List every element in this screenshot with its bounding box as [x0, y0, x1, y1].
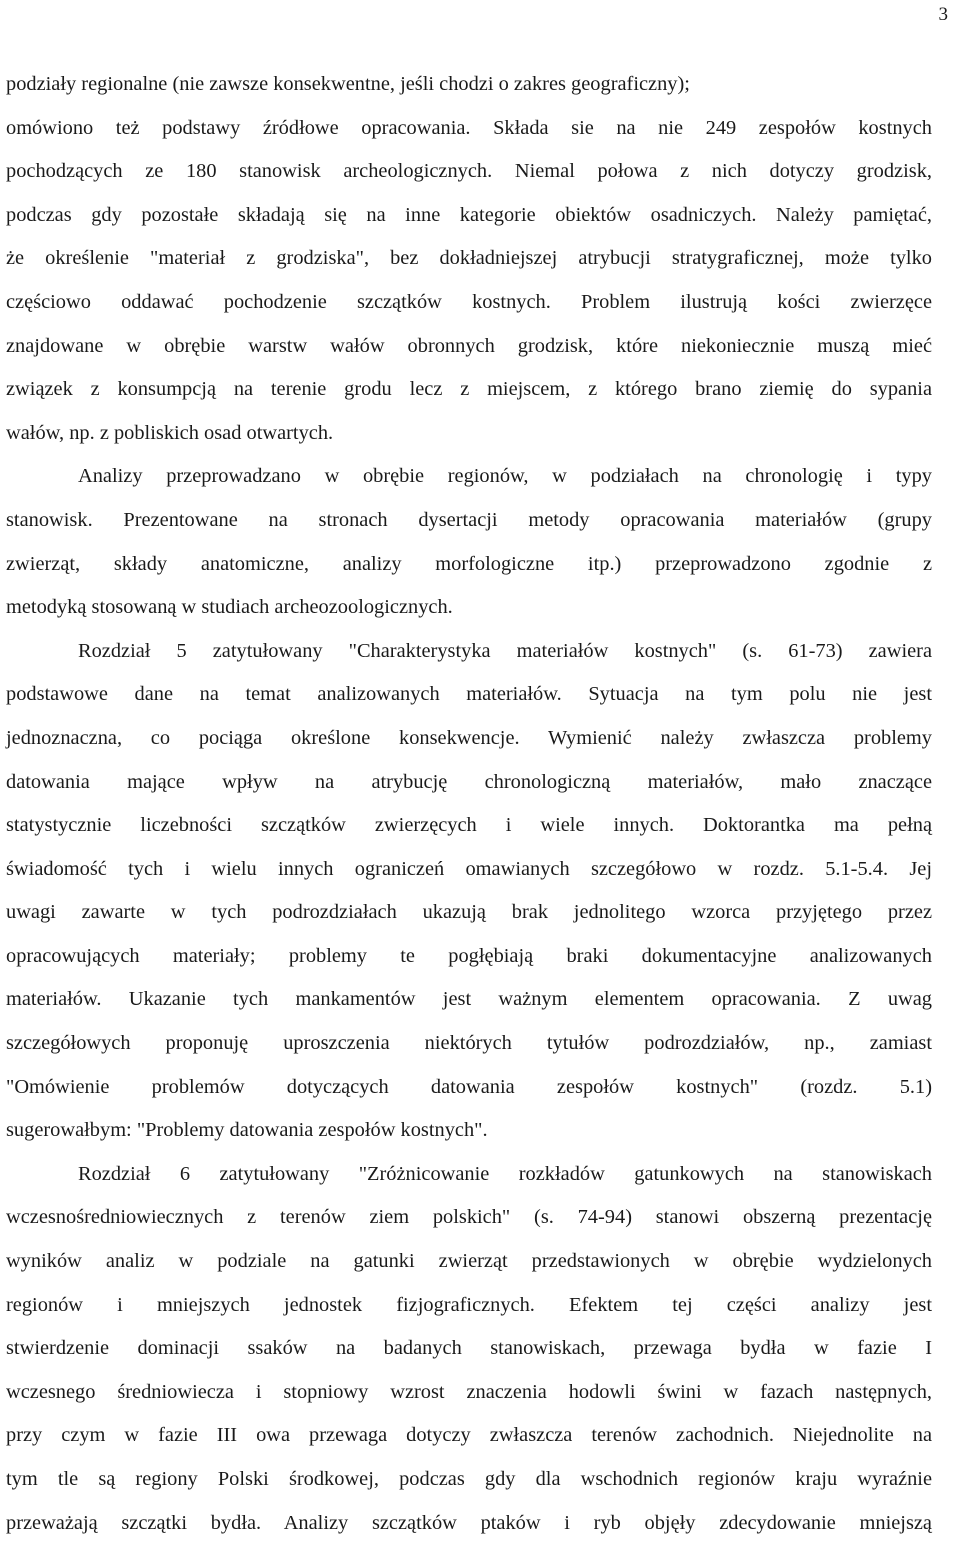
text-line: pochodzących ze 180 stanowisk archeologicznych. Niemal połowa z nich dotyczy grodzisk, [6, 160, 932, 183]
text-line: znajdowane w obrębie warstw wałów obronnych grodzisk, które niekoniecznie muszą mieć [6, 334, 932, 357]
text-line: wałów, np. z pobliskich osad otwartych. [6, 421, 334, 444]
text-line: opracowujących materiały; problemy te pogłębiają braki dokumentacyjne analizowanych [6, 944, 932, 967]
text-line: statystycznie liczebności szczątków zwierzęcych i wiele innych. Doktorantka ma pełną [6, 814, 932, 837]
text-line: Rozdział 6 zatytułowany "Zróżnicowanie rozkładów gatunkowych na stanowiskach [78, 1162, 932, 1185]
text-line: świadomość tych i wielu innych ograniczeń omawianych szczegółowo w rozdz. 5.1-5.4. Jej [6, 857, 932, 880]
text-line: wczesnego średniowiecza i stopniowy wzrost znaczenia hodowli świni w fazach następnych, [6, 1380, 932, 1403]
document-body [6, 63, 932, 1545]
text-line: datowania mające wpływ na atrybucję chronologiczną materiałów, mało znaczące [6, 770, 932, 793]
text-line: metodyką stosowaną w studiach archeozoologicznych. [6, 596, 453, 619]
text-line: uwagi zawarte w tych podrozdziałach ukazują brak jednolitego wzorca przyjętego przez [6, 901, 932, 924]
text-line: stanowisk. Prezentowane na stronach dysertacji metody opracowania materiałów (grupy [6, 508, 932, 531]
text-line: Rozdział 5 zatytułowany "Charakterystyka materiałów kostnych" (s. 61-73) zawiera [78, 639, 932, 662]
text-line: podstawowe dane na temat analizowanych materiałów. Sytuacja na tym polu nie jest [6, 683, 932, 706]
text-line: wyników analiz w podziale na gatunki zwierząt przedstawionych w obrębie wydzielonych [6, 1250, 932, 1273]
text-line: związek z konsumpcją na terenie grodu lecz z miejscem, z którego brano ziemię do sypania [6, 378, 932, 401]
text-line: "Omówienie problemów dotyczących datowania zespołów kostnych" (rozdz. 5.1) [6, 1075, 932, 1098]
text-line: podczas gdy pozostałe składają się na inne kategorie obiektów osadniczych. Należy pamiętać, [6, 203, 932, 226]
text-line: jednoznaczna, co pociąga określone konsekwencje. Wymienić należy zwłaszcza problemy [6, 726, 932, 749]
text-line: sugerowałbym: "Problemy datowania zespołów kostnych". [6, 1119, 488, 1142]
text-line: że określenie "materiał z grodziska", bez dokładniejszej atrybucji stratygraficznej, może tylko [6, 247, 932, 270]
text-line: stwierdzenie dominacji ssaków na badanych stanowiskach, przewaga bydła w fazie I [6, 1337, 932, 1360]
text-line: szczegółowych proponuję uproszczenia niektórych tytułów podrozdziałów, np., zamiast [6, 1032, 932, 1055]
text-line: podziały regionalne (nie zawsze konsekwentne, jeśli chodzi o zakres geograficzny); [6, 73, 690, 95]
page-number: 3 [938, 4, 948, 25]
text-line: regionów i mniejszych jednostek fizjograficznych. Efektem tej części analizy jest [6, 1293, 932, 1316]
text-line: materiałów. Ukazanie tych mankamentów jest ważnym elementem opracowania. Z uwag [6, 988, 932, 1011]
text-line: częściowo oddawać pochodzenie szczątków kostnych. Problem ilustrują kości zwierzęce [6, 290, 932, 313]
text-line: przy czym w fazie III owa przewaga dotyczy zwłaszcza terenów zachodnich. Niejednolite na [6, 1424, 932, 1447]
text-line: tym tle są regiony Polski środkowej, podczas gdy dla wschodnich regionów kraju wyraźnie [6, 1468, 932, 1490]
text-line: Analizy przeprowadzano w obrębie regionów, w podziałach na chronologię i typy [78, 465, 932, 488]
text-line: zwierząt, składy anatomiczne, analizy morfologiczne itp.) przeprowadzono zgodnie z [6, 552, 932, 575]
text-line: przeważają szczątki bydła. Analizy szczątków ptaków i ryb objęły zdecydowanie mniejszą [6, 1511, 932, 1534]
text-line: omówiono też podstawy źródłowe opracowania. Składa sie na nie 249 zespołów kostnych [6, 116, 932, 139]
text-line: wczesnośredniowiecznych z terenów ziem polskich" (s. 74-94) stanowi obszerną prezentację [6, 1206, 932, 1229]
